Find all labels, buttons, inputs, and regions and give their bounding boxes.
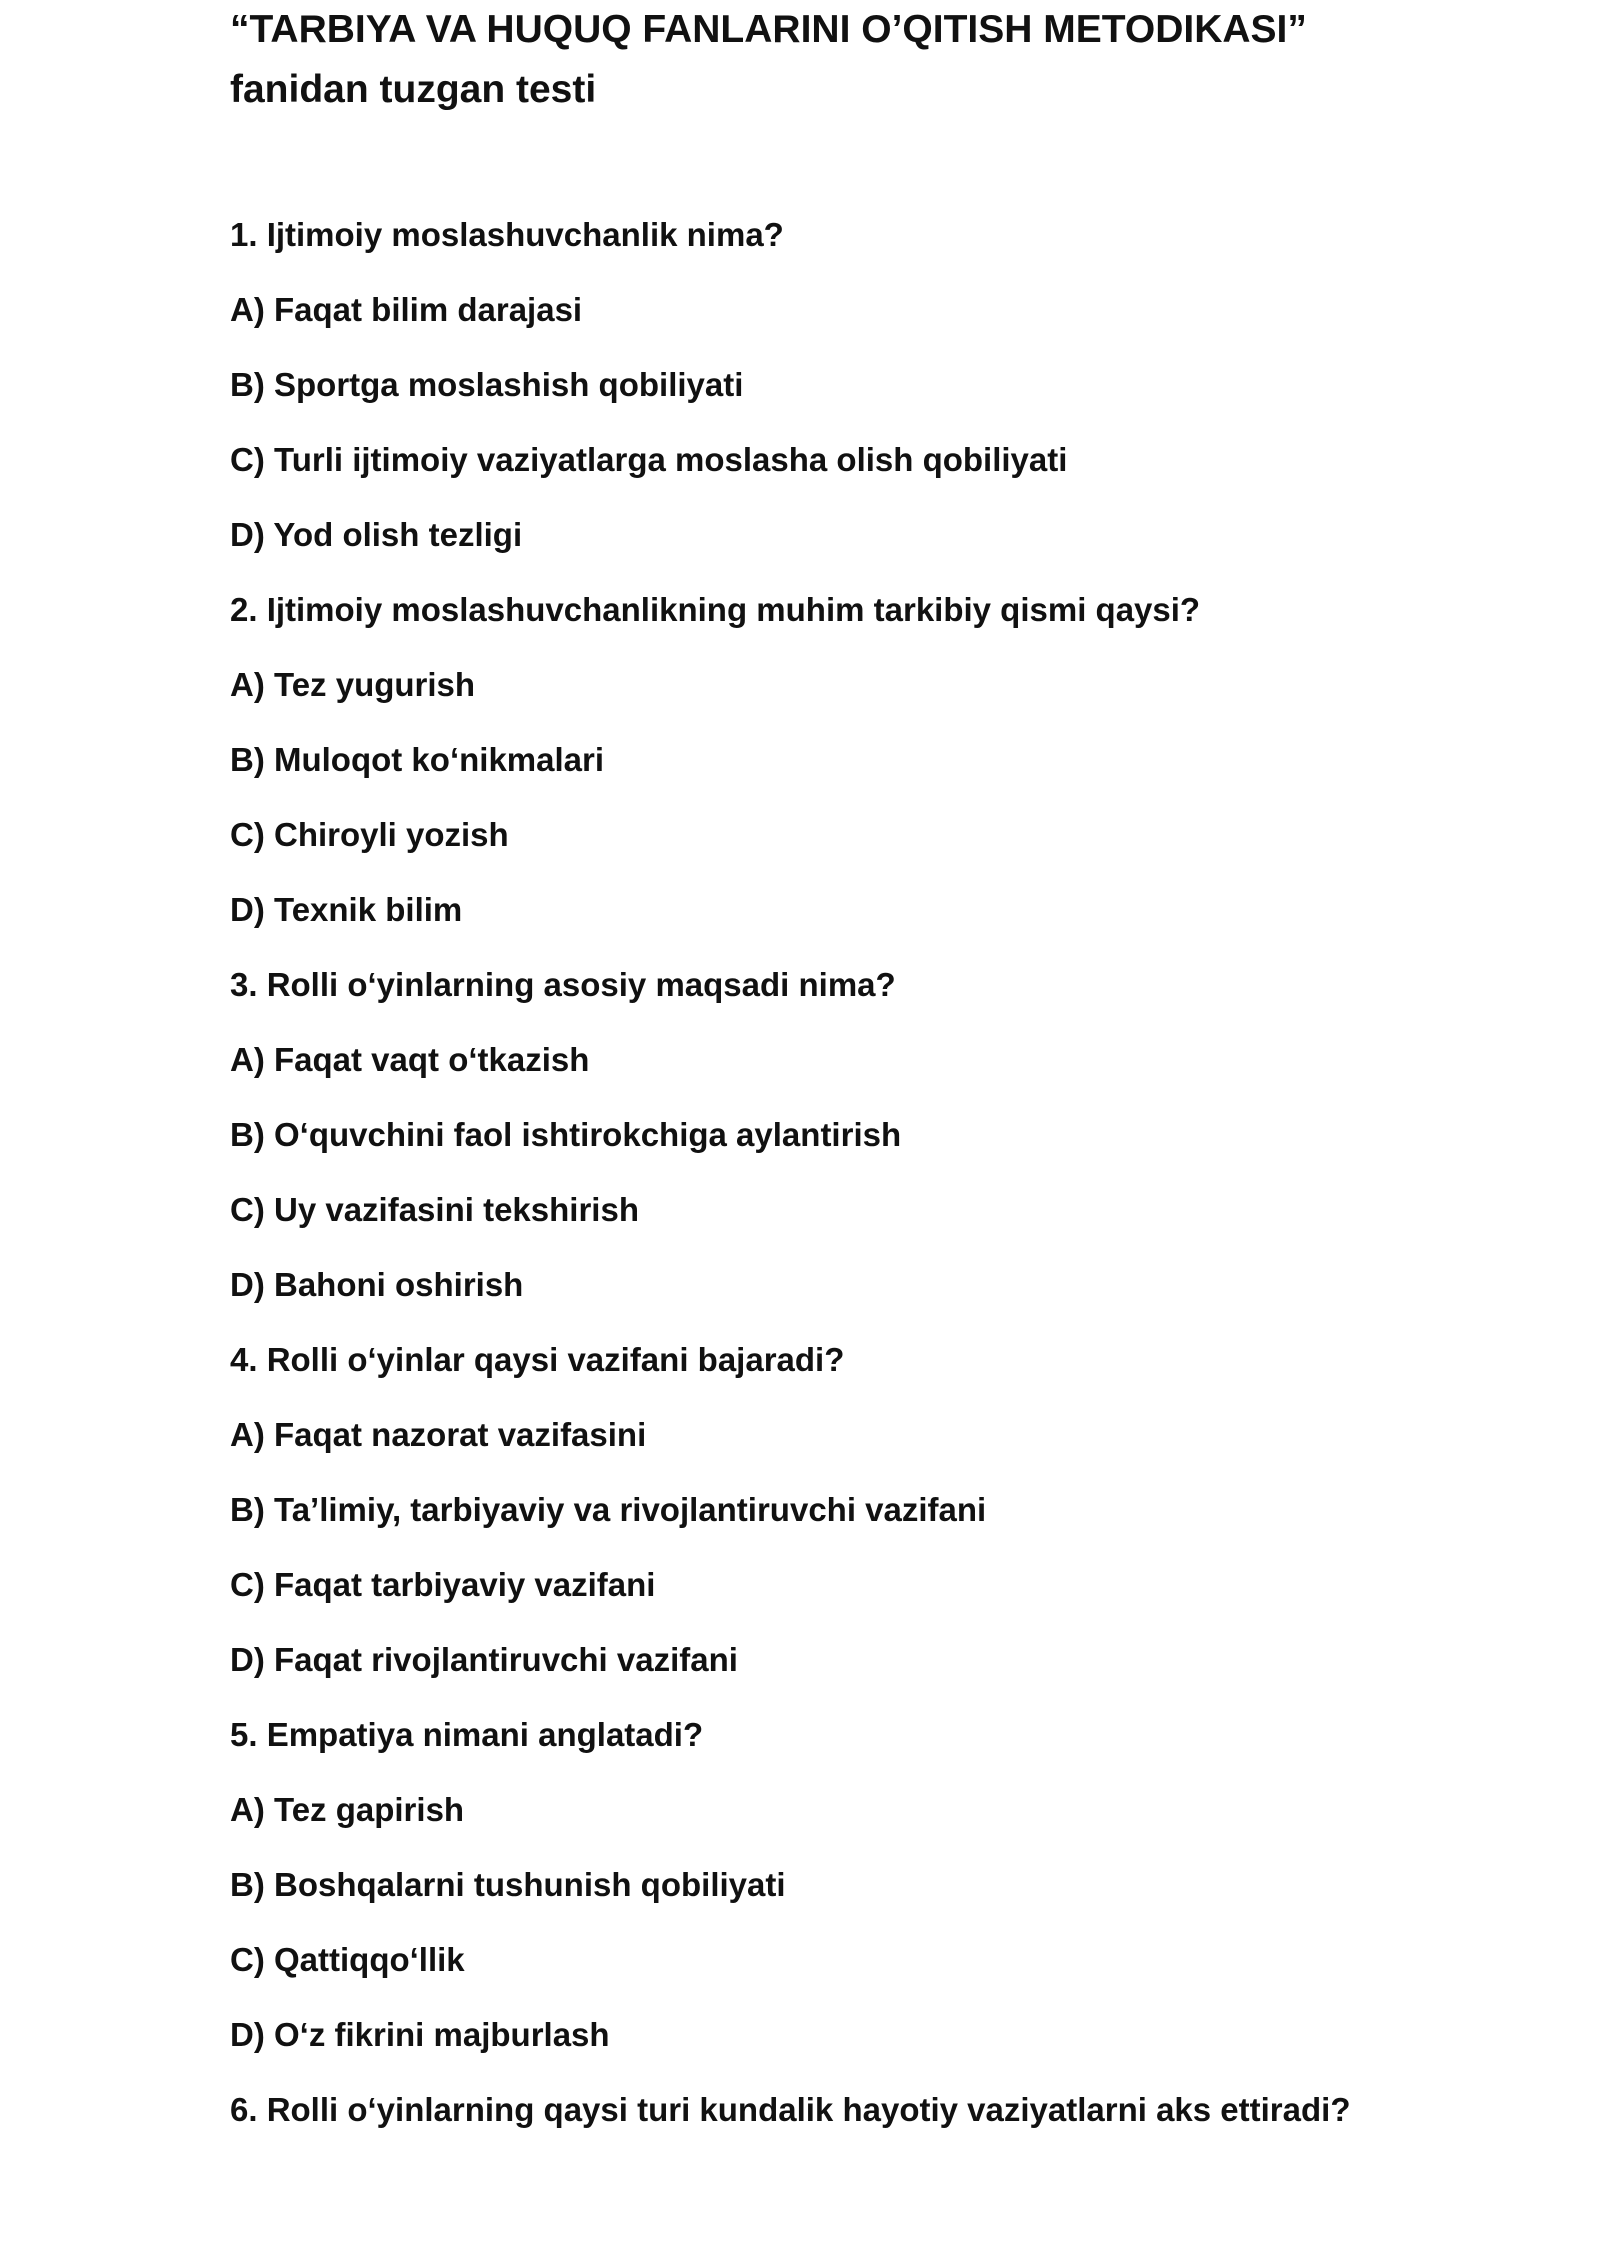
question-1: 1. Ijtimoiy moslashuvchanlik nima? [230, 216, 784, 253]
document-title: “TARBIYA VA HUQUQ FANLARINI O’QITISH METODIKASI” fanidan tuzgan testi [230, 8, 1307, 111]
q2-option-a: A) Tez yugurish [230, 666, 476, 703]
q2-option-d: D) Texnik bilim [230, 891, 463, 928]
q4-option-a: A) Faqat nazorat vazifasini [230, 1416, 647, 1453]
q1-option-d: D) Yod olish tezligi [230, 516, 523, 553]
q5-option-d: D) O‘z fikrini majburlash [230, 2016, 610, 2053]
question-4: 4. Rolli o‘yinlar qaysi vazifani bajaradi? [230, 1341, 845, 1378]
q2-option-b: B) Muloqot ko‘nikmalari [230, 741, 605, 778]
q5-option-c: C) Qattiqqo‘llik [230, 1941, 465, 1978]
q3-option-a: A) Faqat vaqt o‘tkazish [230, 1041, 590, 1078]
question-3: 3. Rolli o‘yinlarning asosiy maqsadi nima? [230, 966, 896, 1003]
q5-option-b: B) Boshqalarni tushunish qobiliyati [230, 1866, 786, 1903]
question-6: 6. Rolli o‘yinlarning qaysi turi kundalik hayotiy vaziyatlarni aks ettiradi? [230, 2091, 1351, 2128]
q4-option-d: D) Faqat rivojlantiruvchi vazifani [230, 1641, 738, 1678]
question-5: 5. Empatiya nimani anglatadi? [230, 1716, 704, 1753]
q3-option-c: C) Uy vazifasini tekshirish [230, 1191, 639, 1228]
q4-option-c: C) Faqat tarbiyaviy vazifani [230, 1566, 656, 1603]
q1-option-a: A) Faqat bilim darajasi [230, 291, 583, 328]
question-2: 2. Ijtimoiy moslashuvchanlikning muhim tarkibiy qismi qaysi? [230, 591, 1201, 628]
q1-option-b: B) Sportga moslashish qobiliyati [230, 366, 744, 403]
q3-option-d: D) Bahoni oshirish [230, 1266, 524, 1303]
q2-option-c: C) Chiroyli yozish [230, 816, 509, 853]
test-questions [230, 205, 1530, 2155]
q5-option-a: A) Tez gapirish [230, 1791, 465, 1828]
q4-option-b: B) Ta’limiy, tarbiyaviy va rivojlantiruvchi vazifani [230, 1491, 987, 1528]
q3-option-b: B) O‘quvchini faol ishtirokchiga aylantirish [230, 1116, 902, 1153]
q1-option-c: C) Turli ijtimoiy vaziyatlarga moslasha olish qobiliyati [230, 441, 1068, 478]
